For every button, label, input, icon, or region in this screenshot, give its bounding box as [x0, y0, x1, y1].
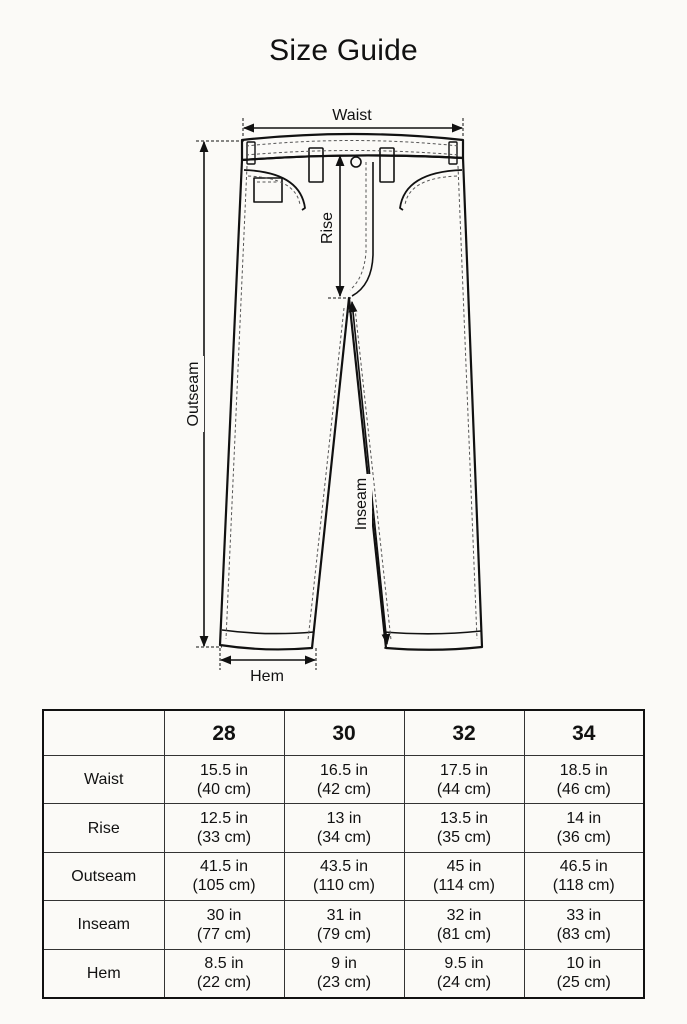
size-header-row: [43, 710, 644, 756]
value-cm: (23 cm): [316, 974, 372, 992]
fly-seam: [352, 162, 373, 296]
value-inches: 18.5 in: [559, 761, 608, 779]
waist-measure: [243, 104, 463, 136]
measurement-cell: [404, 756, 524, 804]
value-inches: 17.5 in: [439, 761, 489, 779]
hem-left: [222, 630, 314, 634]
row-label: Inseam: [43, 901, 164, 949]
value-cm: (83 cm): [556, 925, 611, 943]
hem-label: Hem: [250, 668, 284, 685]
measurement-cell: [524, 756, 644, 804]
table-row: [43, 756, 644, 804]
table-row: [43, 901, 644, 949]
measurement-cell: [404, 804, 524, 852]
value-cm: (24 cm): [436, 974, 492, 992]
button-icon: [351, 157, 361, 167]
value-cm: (36 cm): [556, 829, 611, 847]
rise-label: Rise: [319, 211, 336, 245]
value-inches: 31 in: [326, 906, 362, 924]
measurement-cell: [404, 901, 524, 949]
value-cm: (42 cm): [316, 780, 372, 798]
stitch-lines: [226, 141, 477, 641]
inseam-label: Inseam: [353, 477, 370, 531]
value-cm: (105 cm): [192, 877, 256, 895]
value-cm: (40 cm): [196, 780, 252, 798]
value-inches: 30 in: [206, 906, 242, 924]
value-inches: 32 in: [446, 906, 482, 924]
measurement-cell: [284, 804, 404, 852]
pants-illustration: [220, 134, 482, 650]
measurement-cell: [524, 804, 644, 852]
size-header: 30: [284, 710, 404, 756]
value-cm: (44 cm): [436, 780, 492, 798]
value-inches: 9.5 in: [444, 955, 484, 973]
measurement-cell: [524, 949, 644, 998]
hem-right: [384, 631, 481, 634]
pants-outline: [220, 155, 482, 649]
measurement-cell: [524, 901, 644, 949]
size-table: [42, 709, 645, 999]
value-inches: 15.5 in: [199, 761, 249, 779]
measurement-cell: [284, 852, 404, 900]
measurement-cell: [524, 852, 644, 900]
value-inches: 12.5 in: [199, 810, 249, 828]
measurement-cell: [284, 756, 404, 804]
value-cm: (34 cm): [316, 829, 372, 847]
value-inches: 9 in: [331, 955, 357, 973]
table-row: [43, 949, 644, 998]
value-inches: 43.5 in: [319, 858, 369, 876]
value-cm: (46 cm): [556, 780, 611, 798]
size-header: 34: [524, 710, 644, 756]
value-inches: 41.5 in: [199, 858, 249, 876]
row-label: Hem: [43, 949, 164, 998]
value-inches: 16.5 in: [319, 761, 369, 779]
row-label: Outseam: [43, 852, 164, 900]
belt-loop: [380, 148, 394, 182]
row-label: Rise: [43, 804, 164, 852]
value-inches: 13 in: [326, 810, 362, 828]
table-row: [43, 804, 644, 852]
value-cm: (110 cm): [313, 877, 375, 895]
size-header: 28: [164, 710, 284, 756]
value-inches: 33 in: [566, 906, 602, 924]
value-inches: 10 in: [566, 955, 602, 973]
outseam-label: Outseam: [185, 361, 202, 427]
value-cm: (118 cm): [552, 877, 615, 895]
waist-label: Waist: [332, 107, 372, 124]
value-cm: (22 cm): [196, 974, 252, 992]
measurement-cell: [164, 852, 284, 900]
value-inches: 13.5 in: [439, 810, 489, 828]
value-cm: (81 cm): [436, 925, 492, 943]
page-title: Size Guide: [269, 34, 418, 67]
table-row: [43, 852, 644, 900]
value-cm: (79 cm): [316, 925, 372, 943]
value-cm: (35 cm): [436, 829, 492, 847]
value-cm: (77 cm): [196, 925, 252, 943]
belt-loop: [309, 148, 323, 182]
size-header: 32: [404, 710, 524, 756]
value-inches: 14 in: [566, 810, 602, 828]
inseam-measure: [352, 302, 396, 648]
measurement-cell: [164, 901, 284, 949]
value-cm: (114 cm): [433, 877, 495, 895]
corner-cell: [43, 710, 164, 756]
pocket-right: [400, 170, 462, 210]
outseam-measure: [184, 141, 244, 647]
measurement-cell: [284, 901, 404, 949]
row-label: Waist: [43, 756, 164, 804]
measurement-cell: [164, 949, 284, 998]
value-inches: 8.5 in: [204, 955, 244, 973]
measurement-cell: [164, 756, 284, 804]
measurement-cell: [404, 852, 524, 900]
value-inches: 45 in: [446, 858, 482, 876]
value-cm: (33 cm): [196, 829, 252, 847]
hem-measure: [220, 648, 316, 685]
measurement-cell: [284, 949, 404, 998]
measurement-cell: [404, 949, 524, 998]
measurement-cell: [164, 804, 284, 852]
value-inches: 46.5 in: [559, 858, 608, 876]
value-cm: (25 cm): [556, 974, 611, 992]
pocket-left: [244, 170, 305, 210]
